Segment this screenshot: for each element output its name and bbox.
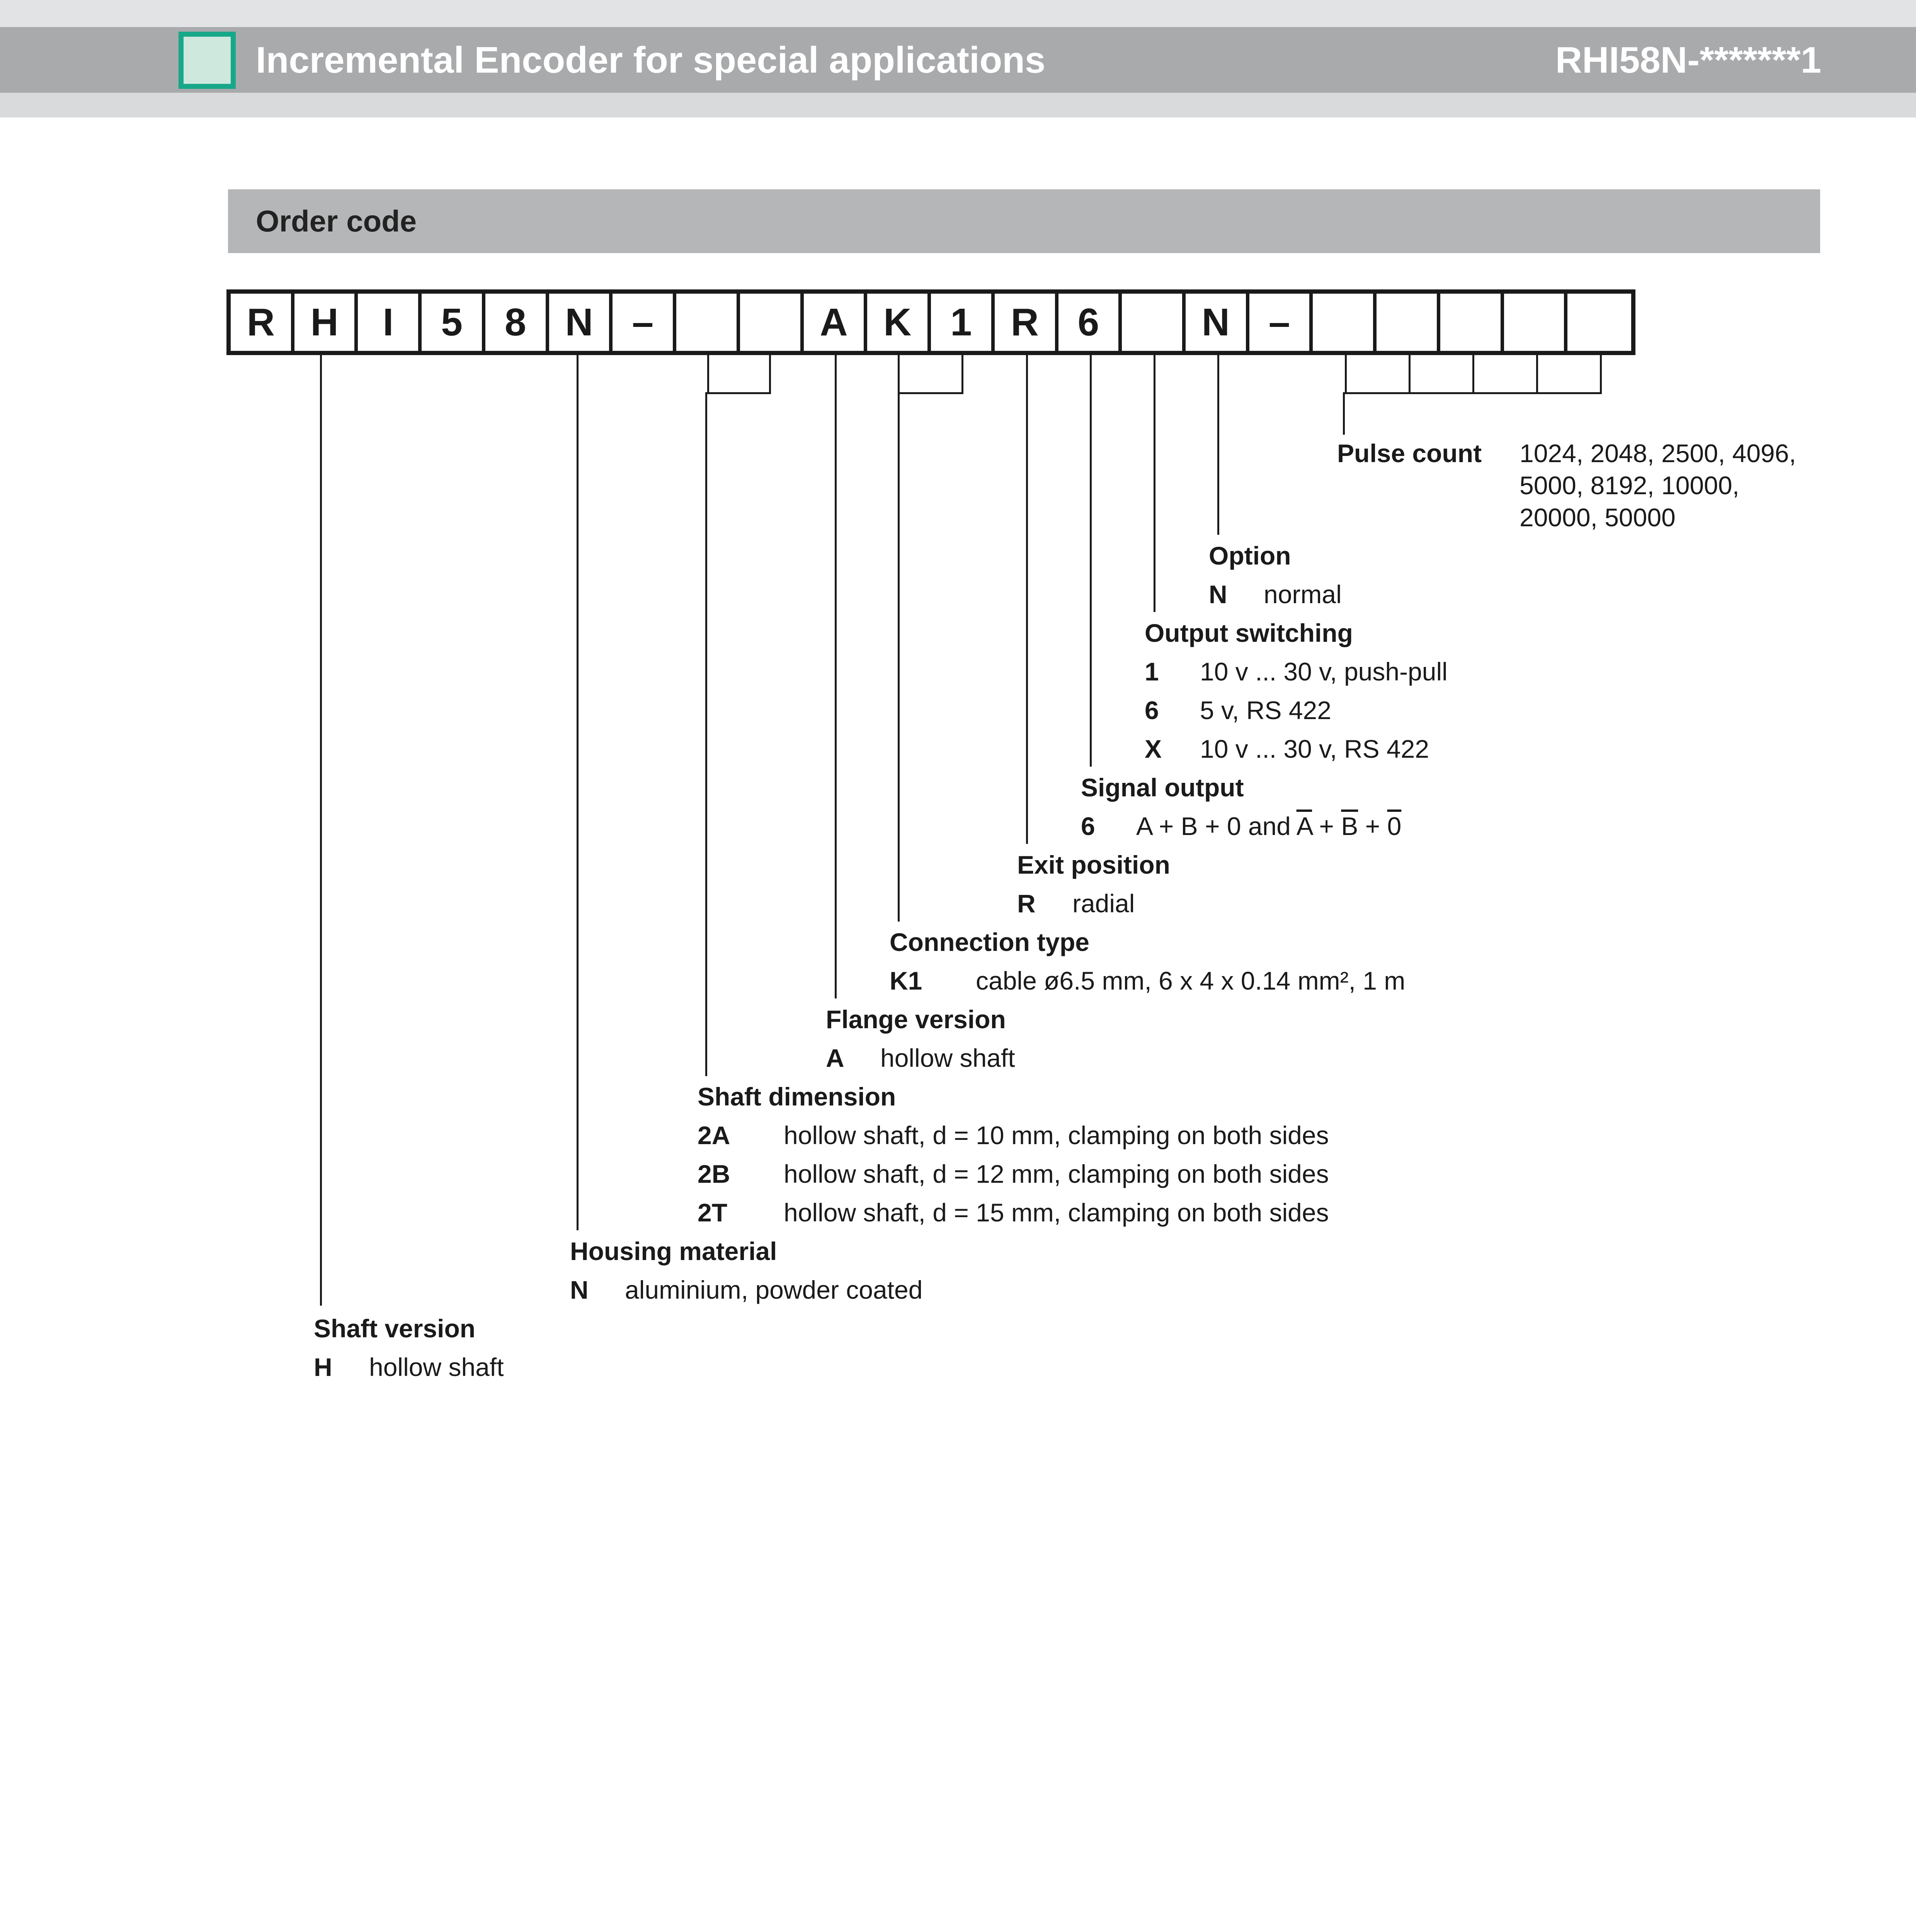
code-box: K: [867, 294, 931, 351]
signal-plus: +: [1312, 812, 1341, 840]
code-box: [740, 294, 804, 351]
connector-conn-left: [898, 355, 900, 394]
code-box: [1122, 294, 1186, 351]
code-box: 1: [931, 294, 995, 351]
output-switching-desc: 10 v ... 30 v, push-pull: [1200, 657, 1448, 686]
option-code: N: [1209, 580, 1227, 609]
code-box: 8: [485, 294, 549, 351]
exit-position-desc: radial: [1072, 889, 1135, 918]
exit-position-code: R: [1017, 889, 1036, 918]
header-bottom-strip: [0, 93, 1916, 117]
connector-pulse-count: [1343, 392, 1345, 435]
code-box: R: [231, 294, 294, 351]
connector-option: [1217, 355, 1219, 535]
output-switching-desc: 5 v, RS 422: [1200, 696, 1331, 724]
connector-connection-type: [898, 392, 900, 922]
signal-b-inverted: $\overline{B}$: [1341, 812, 1358, 840]
product-code: RHI58N-*******1: [1555, 39, 1821, 81]
code-box: –: [613, 294, 676, 351]
signal-output-label: Signal output: [1081, 773, 1244, 802]
code-box: [1567, 294, 1631, 351]
pulse-count-label: Pulse count: [1337, 439, 1482, 468]
order-code-boxes: [226, 289, 1635, 355]
pulse-count-values: 5000, 8192, 10000,: [1520, 471, 1739, 500]
signal-0-inverted: 0: [1387, 812, 1402, 840]
signal-text: A + B + 0 and: [1136, 812, 1297, 840]
output-switching-desc: 10 v ... 30 v, RS 422: [1200, 735, 1429, 763]
connector-pulse-4: [1536, 355, 1538, 394]
output-switching-label: Output switching: [1145, 619, 1353, 647]
connector-pulse-2: [1409, 355, 1411, 394]
code-box: [676, 294, 740, 351]
shaft-dimension-desc: hollow shaft, d = 15 mm, clamping on both sides: [784, 1198, 1329, 1227]
shaft-dimension-desc: hollow shaft, d = 10 mm, clamping on both sides: [784, 1121, 1329, 1150]
output-switching-code: X: [1145, 735, 1162, 763]
connector-shaft-dim-bar: [707, 392, 771, 394]
shaft-version-label: Shaft version: [314, 1314, 476, 1343]
option-desc: normal: [1264, 580, 1342, 609]
shaft-dimension-desc: hollow shaft, d = 12 mm, clamping on both sides: [784, 1160, 1329, 1188]
code-box: [1377, 294, 1440, 351]
code-box: N: [1186, 294, 1249, 351]
connector-shaft-dim-left: [707, 355, 709, 394]
option-label: Option: [1209, 541, 1291, 570]
shaft-version-code: H: [314, 1353, 332, 1381]
flange-version-desc: hollow shaft: [880, 1044, 1015, 1072]
shaft-dimension-code: 2A: [698, 1121, 730, 1150]
header-top-strip: [0, 0, 1916, 27]
connector-shaft-dim-right: [769, 355, 771, 394]
signal-a-inverted: $\overline{A}$: [1296, 812, 1312, 840]
page-title: Incremental Encoder for special applications: [256, 39, 1046, 81]
code-box: 5: [422, 294, 485, 351]
connection-type-code: K1: [890, 966, 922, 995]
code-box: R: [995, 294, 1058, 351]
code-box: [1504, 294, 1568, 351]
pulse-count-values: 1024, 2048, 2500, 4096,: [1520, 439, 1796, 468]
section-title: Order code: [256, 204, 417, 238]
connection-type-desc: cable ø6.5 mm, 6 x 4 x 0.14 mm², 1 m: [976, 966, 1406, 995]
code-box: 6: [1058, 294, 1122, 351]
output-switching-code: 6: [1145, 696, 1159, 724]
connection-type-label: Connection type: [890, 928, 1090, 956]
section-bar: [228, 189, 1820, 253]
shaft-dimension-label: Shaft dimension: [698, 1082, 896, 1111]
connector-shaft-dimension: [705, 392, 707, 1076]
pulse-count-values: 20000, 50000: [1520, 503, 1676, 532]
header-square-icon: [179, 32, 236, 89]
signal-output-code: 6: [1081, 812, 1095, 840]
shaft-dimension-code: 2T: [698, 1198, 728, 1227]
code-box: N: [549, 294, 613, 351]
code-box: H: [294, 294, 358, 351]
output-switching-code: 1: [1145, 657, 1159, 686]
code-box: A: [804, 294, 868, 351]
connector-output-switching: [1154, 355, 1155, 612]
shaft-dimension-code: 2B: [698, 1160, 730, 1188]
connector-exit-position: [1026, 355, 1028, 844]
connector-flange-version: [835, 355, 837, 998]
connector-signal-output: [1090, 355, 1092, 767]
connector-conn-bar: [898, 392, 963, 394]
connector-conn-right: [961, 355, 963, 394]
code-box: [1440, 294, 1504, 351]
connector-pulse-5: [1600, 355, 1602, 394]
shaft-version-desc: hollow shaft: [369, 1353, 504, 1381]
exit-position-label: Exit position: [1017, 850, 1170, 879]
connector-pulse-3: [1472, 355, 1474, 394]
flange-version-code: A: [826, 1044, 844, 1072]
code-box: I: [358, 294, 422, 351]
connector-pulse-bar: [1345, 392, 1602, 394]
connector-shaft-version: [320, 355, 322, 1306]
connector-housing-material: [577, 355, 579, 1230]
housing-material-desc: aluminium, powder coated: [625, 1276, 923, 1304]
housing-material-label: Housing material: [570, 1237, 777, 1265]
signal-plus: +: [1358, 812, 1387, 840]
flange-version-label: Flange version: [826, 1005, 1006, 1034]
code-box: [1313, 294, 1377, 351]
code-box: –: [1249, 294, 1313, 351]
signal-output-desc: [1136, 811, 1401, 841]
connector-pulse-1: [1345, 355, 1347, 394]
housing-material-code: N: [570, 1276, 589, 1304]
